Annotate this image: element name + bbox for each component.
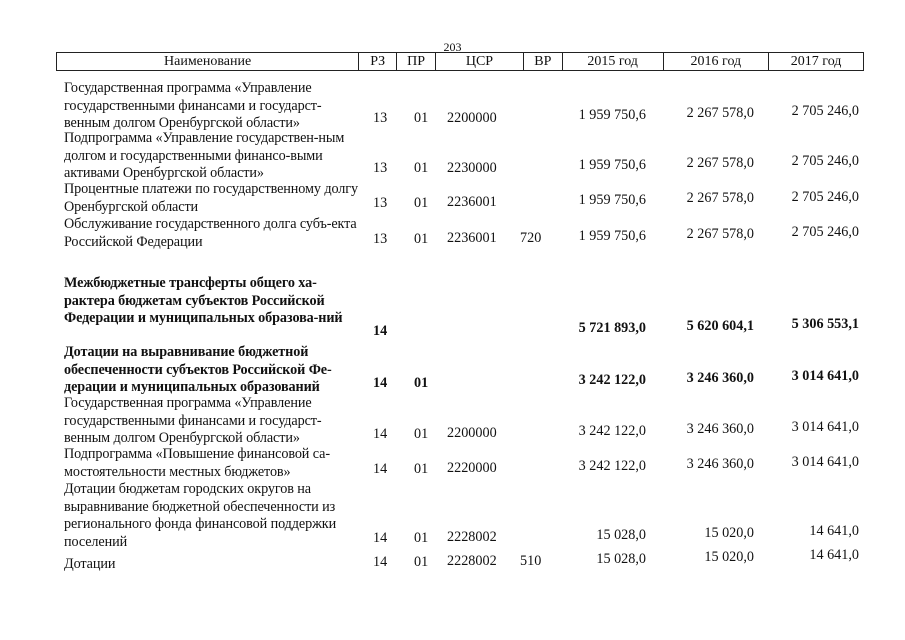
row-csr: 2236001 (447, 194, 497, 210)
header-pr: ПР (397, 53, 436, 70)
row-2015: 5 721 893,0 (578, 320, 646, 336)
row-2015: 1 959 750,6 (578, 228, 646, 244)
row-pr: 01 (414, 231, 429, 247)
row-pr: 01 (414, 461, 429, 477)
header-2017: 2017 год (790, 54, 842, 69)
row-2015: 15 028,0 (596, 527, 646, 543)
row-name: Государственная программа «Управление государственными финансами и государст-венным долгом Оренбургской области» (64, 80, 322, 132)
row-vr: 720 (520, 230, 542, 246)
row-2016: 3 246 360,0 (686, 370, 754, 386)
row-2017: 3 014 641,0 (791, 368, 859, 384)
row-2015: 1 959 750,6 (578, 157, 646, 173)
row-2015: 15 028,0 (596, 551, 646, 567)
row-2017: 14 641,0 (809, 547, 859, 563)
table-header (56, 52, 864, 71)
row-csr: 2228002 (447, 553, 497, 569)
row-rz: 14 (373, 461, 388, 477)
row-2017: 14 641,0 (809, 523, 859, 539)
row-rz: 13 (373, 160, 388, 176)
row-name: Дотации бюджетам городских округов на выравнивание бюджетной обеспеченности из регионального фонда финансовой поддержки поселений (64, 481, 337, 550)
row-csr: 2228002 (447, 529, 497, 545)
row-2016: 2 267 578,0 (686, 105, 754, 121)
row-name: Процентные платежи по государственному долгу Оренбургской области (64, 181, 358, 215)
row-pr: 01 (414, 530, 429, 546)
row-vr: 510 (520, 553, 542, 569)
row-2015: 1 959 750,6 (578, 107, 646, 123)
row-2017: 2 705 246,0 (791, 103, 859, 119)
row-name: Подпрограмма «Управление государствен-ным долгом и государственными финансо-выми активами Оренбургской области» (64, 130, 345, 182)
row-pr: 01 (414, 375, 429, 391)
header-vr: ВР (524, 53, 563, 70)
row-2016: 15 020,0 (704, 525, 754, 541)
row-rz: 13 (373, 231, 388, 247)
row-2017: 3 014 641,0 (791, 419, 859, 435)
header-2016: 2016 год (664, 53, 770, 70)
page-number: 203 (443, 40, 462, 54)
row-2016: 5 620 604,1 (686, 318, 754, 334)
row-2017: 2 705 246,0 (791, 224, 859, 240)
header-name: Наименование (57, 53, 359, 70)
row-rz: 14 (373, 554, 388, 570)
row-2015: 3 242 122,0 (578, 423, 646, 439)
row-pr: 01 (414, 554, 429, 570)
row-2015: 3 242 122,0 (578, 372, 646, 388)
row-rz: 14 (373, 530, 388, 546)
row-2016: 2 267 578,0 (686, 155, 754, 171)
row-2015: 1 959 750,6 (578, 192, 646, 208)
row-pr: 01 (414, 195, 429, 211)
row-2017: 3 014 641,0 (791, 454, 859, 470)
row-2015: 3 242 122,0 (578, 458, 646, 474)
row-pr: 01 (414, 110, 429, 126)
row-2017: 5 306 553,1 (791, 316, 859, 332)
row-rz: 14 (373, 426, 388, 442)
row-csr: 2230000 (447, 160, 497, 176)
row-name: Обслуживание государственного долга субъ-екта Российской Федерации (64, 216, 357, 250)
row-rz: 13 (373, 195, 388, 211)
row-2016: 2 267 578,0 (686, 226, 754, 242)
header-csr: ЦСР (436, 53, 524, 70)
header-rz: РЗ (359, 53, 397, 70)
row-2016: 15 020,0 (704, 549, 754, 565)
row-2017: 2 705 246,0 (791, 153, 859, 169)
row-csr: 2220000 (447, 460, 497, 476)
row-2016: 3 246 360,0 (686, 456, 754, 472)
row-name: Дотации (64, 556, 116, 572)
row-rz: 14 (373, 323, 388, 339)
row-2016: 2 267 578,0 (686, 190, 754, 206)
row-2017: 2 705 246,0 (791, 189, 859, 205)
row-csr: 2236001 (447, 230, 497, 246)
row-csr: 2200000 (447, 110, 497, 126)
row-2016: 3 246 360,0 (686, 421, 754, 437)
row-pr: 01 (414, 160, 429, 176)
row-name: Государственная программа «Управление государственными финансами и государст-венным долгом Оренбургской области» (64, 395, 322, 447)
row-pr: 01 (414, 426, 429, 442)
header-2015: 2015 год (563, 53, 664, 70)
row-rz: 14 (373, 375, 388, 391)
row-name: Межбюджетные трансферты общего ха-рактера бюджетам субъектов Российской Федерации и муниципальных образова-ний (64, 275, 343, 327)
row-csr: 2200000 (447, 425, 497, 441)
row-name: Подпрограмма «Повышение финансовой са-мостоятельности местных бюджетов» (64, 446, 330, 480)
row-name: Дотации на выравнивание бюджетной обеспеченности субъектов Российской Фе-дерации и муниципальных образований (64, 344, 332, 396)
row-rz: 13 (373, 110, 388, 126)
